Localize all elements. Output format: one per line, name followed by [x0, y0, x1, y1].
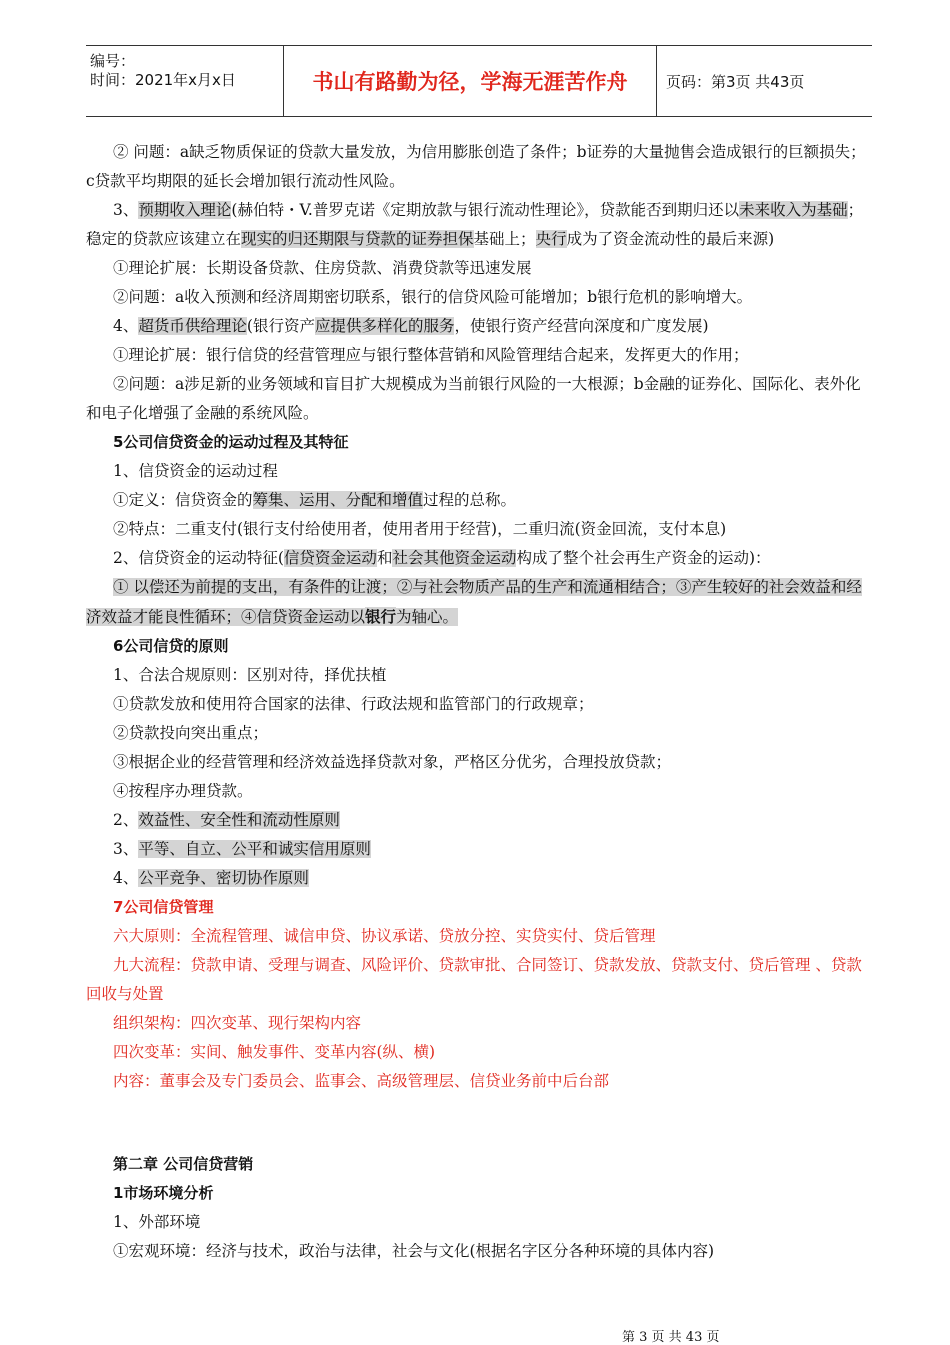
highlight: 现实的归还期限与贷款的证券担保 [241, 230, 474, 248]
section-heading: 6公司信贷的原则 [113, 637, 229, 655]
chapter-heading: 第二章 公司信贷营销 [113, 1155, 254, 1173]
paragraph: 3、预期收入理论(赫伯特・V.普罗克诺《定期放款与银行流动性理论》，贷款能否到期归还以未来收入为基础；稳定的贷款应该建立在现实的归还期限与贷款的证券担保基础上；央行成为了资金流动性的最后来源) [86, 201, 864, 248]
highlight: 平等、自立、公平和诚实信用原则 [138, 840, 371, 858]
page-footer: 第 3 页 共 43 页 [622, 1330, 720, 1345]
paragraph: ②特点：二重支付(银行支付给使用者，使用者用于经营)，二重归流(资金回流，支付本息) [113, 520, 727, 538]
highlight: ① 以偿还为前提的支出，有条件的让渡；②与社会物质产品的生产和流通相结合；③产生较好的社会效益和经济效益才能良性循环；④信贷资金运动以 [86, 578, 862, 626]
paragraph: 1、合法合规原则：区别对待，择优扶植 [113, 666, 387, 684]
paragraph: ② 问题：a缺乏物质保证的贷款大量发放，为信用膨胀创造了条件；b证券的大量抛售会造成银行的巨额损失；c贷款平均期限的延长会增加银行流动性风险。 [86, 143, 866, 190]
paragraph: 3、平等、自立、公平和诚实信用原则 [113, 840, 371, 858]
paragraph: ①贷款发放和使用符合国家的法律、行政法规和监管部门的行政规章； [113, 695, 594, 713]
document-body [86, 138, 872, 1266]
section-heading: 1市场环境分析 [113, 1184, 214, 1202]
header-motto: 书山有路勤为径，学海无涯苦作舟 [283, 46, 657, 116]
paragraph: 九大流程：贷款申请、受理与调查、风险评价、贷款审批、合同签订、贷款发放、贷款支付、贷后管理 、贷款回收与处置 [86, 956, 862, 1003]
highlight: 央行 [535, 230, 567, 248]
paragraph [86, 573, 872, 632]
paragraph: ①定义：信贷资金的筹集、运用、分配和增值过程的总称。 [113, 491, 517, 509]
spacer [86, 1096, 872, 1150]
highlight: 效益性、安全性和流动性原则 [138, 811, 340, 829]
highlight: 超货币供给理论 [138, 317, 247, 335]
header-meta-cell [86, 46, 282, 116]
highlight: 筹集、运用、分配和增值 [252, 491, 424, 509]
paragraph: ①宏观环境：经济与技术，政治与法律，社会与文化(根据名字区分各种环境的具体内容) [113, 1242, 715, 1260]
highlight: 应提供多样化的服务 [314, 317, 455, 335]
highlight: 公平竞争、密切协作原则 [138, 869, 309, 887]
paragraph: 组织架构：四次变革、现行架构内容 [113, 1014, 362, 1032]
paragraph: ②问题：a涉足新的业务领域和盲目扩大规模成为当前银行风险的一大根源；b金融的证券化、国际化、表外化和电子化增强了金融的系统风险。 [86, 375, 861, 422]
highlight: 信贷资金运动 [283, 549, 377, 567]
doc-time-label: 时间：2021年x月x日 [90, 71, 236, 89]
section-heading: 7公司信贷管理 [113, 898, 214, 916]
doc-code-label: 编号： [90, 52, 136, 70]
paragraph: 1、信贷资金的运动过程 [113, 462, 278, 480]
paragraph: 2、效益性、安全性和流动性原则 [113, 811, 340, 829]
paragraph: 2、信贷资金的运动特征(信贷资金运动和社会其他资金运动构成了整个社会再生产资金的运动)： [113, 549, 771, 567]
highlight: 银行 [365, 607, 397, 626]
paragraph: ②问题：a收入预测和经济周期密切联系，银行的信贷风险可能增加；b银行危机的影响增大。 [113, 288, 753, 306]
header-page-info: 页码：第3页 共43页 [666, 72, 805, 91]
highlight: 为轴心。 [396, 608, 459, 626]
paragraph: 4、公平竞争、密切协作原则 [113, 869, 309, 887]
paragraph: 四次变革：实间、触发事件、变革内容(纵、横) [113, 1043, 436, 1061]
paragraph: ③根据企业的经营管理和经济效益选择贷款对象，严格区分优劣，合理投放贷款； [113, 753, 672, 771]
paragraph: ④按程序办理贷款。 [113, 782, 253, 800]
paragraph: 1、外部环境 [113, 1213, 201, 1231]
paragraph: 内容：董事会及专门委员会、监事会、高级管理层、信贷业务前中后台部 [113, 1072, 610, 1090]
paragraph: ②贷款投向突出重点； [113, 724, 269, 742]
section-heading: 5公司信贷资金的运动过程及其特征 [113, 433, 349, 451]
highlight: 预期收入理论 [138, 201, 232, 219]
paragraph: ①理论扩展：长期设备贷款、住房贷款、消费贷款等迅速发展 [113, 259, 532, 277]
highlight: 未来收入为基础 [739, 201, 848, 219]
paragraph: 六大原则：全流程管理、诚信申贷、协议承诺、贷放分控、实贷实付、贷后管理 [113, 927, 656, 945]
page-header [86, 45, 872, 117]
paragraph: ①理论扩展：银行信贷的经营管理应与银行整体营销和风险管理结合起来，发挥更大的作用； [113, 346, 749, 364]
paragraph: 4、超货币供给理论(银行资产应提供多样化的服务，使银行资产经营向深度和广度发展) [113, 317, 709, 335]
highlight: 社会其他资金运动 [392, 549, 517, 567]
